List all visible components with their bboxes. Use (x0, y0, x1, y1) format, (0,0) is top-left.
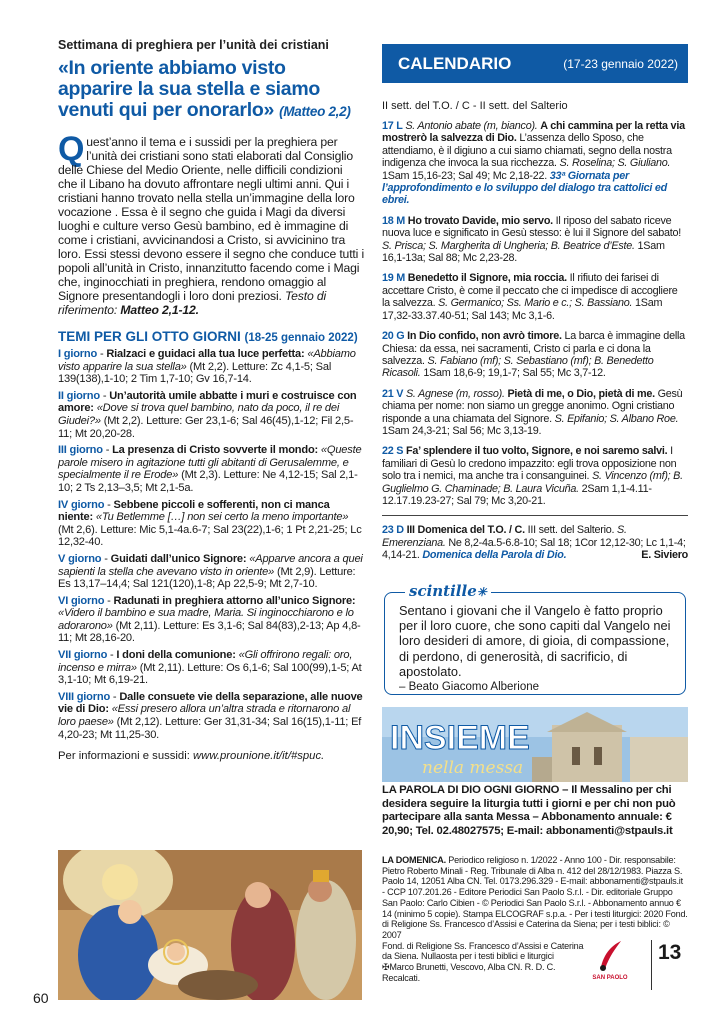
entry-day: 17 L (382, 120, 403, 132)
scintille-badge (405, 582, 491, 600)
info-url[interactable]: www.prounione.it/it/#spuc. (193, 750, 325, 763)
calendar-entry (382, 120, 688, 207)
entry-text: Il riposo del sabato riceve nuova luce e significato in Gesù stesso: è lui il Signore del sabato! (382, 214, 682, 240)
day-readings: (Mt 2,2). Letture: Ger 23,1-6; Sal 46(45),1-12; Fil 2,5-11; Mt 20,20-28. (58, 414, 354, 440)
entry-title: A chi cammina per la retta via mostrerò la salvezza di Dio. (382, 120, 685, 145)
logo-label: SAN PAOLO (592, 975, 628, 981)
entry-text: I familiari di Gesù lo credono impazzito: egli trova opposizione non solo tra i nemici, ma anche tra i consanguinei. (382, 445, 677, 483)
entry-title: Fa’ splendere il tuo volto, Signore, e noi saremo salvi. (405, 445, 668, 458)
day-label: III giorno (58, 444, 103, 457)
entry-text: III sett. del Salterio. (527, 524, 615, 537)
day-item: II giorno - Un’autorità umile abbatte i muri e costruisce con amore: «Dove si trova quel bambino, nato da poco, il re dei Giudei?» (Mt 2,2). Letture: Ger 23,1-6; Sal 46(45),1-12; Fil 2,5-11; Mt 20,20-28. (58, 389, 357, 440)
imprint-text: Periodico religioso n. 1/2022 - Anno 100 - Dir. responsabile: Pietro Roberto Minali - Reg. Tribunale di Alba n. 412 del 28/12/1983. Piazza S. Paolo 14, 12051 Alba CN. Tel. 0173.296.329 - E-mail: abbonamenti@stpauls.it - CCP 107.201.26 - Editore Periodici San Paolo S.r.l. - Dir. editoriale Gruppo San Paolo: Carlo Cibien - © Periodici San Paolo S.r.l. - Abbonamento annuo € 14 (minimo 5 copie). Stampa ELCOGRAF s.p.a. - Per i testi liturgici: 2020 Fond. di Religione Ss. Francesco d’Assisi e Caterina da Siena; per i testi biblici: © 2007 (382, 855, 688, 940)
entry-saint: S. Antonio abate (m, bianco). (405, 120, 538, 132)
section-title (58, 329, 364, 344)
entry-saints: S. Fabiano (mf); S. Sebastiano (mf); B. Benedetto Ricasoli. (382, 354, 654, 380)
kicker: Settimana di preghiera per l’unità dei cristiani (58, 38, 329, 52)
info-line (58, 750, 364, 762)
calendar-entry (382, 330, 688, 380)
calendar-entry (382, 215, 688, 265)
entry-day: 19 M (382, 272, 406, 285)
entry-text: L’assenza dello Sposo, che attendiamo, è il digiuno a cui siamo chiamati, segno della nostra indigenza che invoca la sua ricchezza. (382, 132, 672, 170)
intro-text: uest’anno il tema e i sussidi per la preghiera per l’unità dei cristiani sono stati elaborati dal Consiglio delle Chiese del Medio Oriente, nelle difficili condizioni che il Libano ha dovuto affrontare negli ultimi anni. Qui i cristiani hanno trovato nella stella un’immagine della loro vocazione . Essa è il segno che guida i Magi da diversi luoghi e culture verso Gesù bambino, ed è immagine di come i cristiani, avvicinandosi a Cristo, si avvicinino tra loro. Essi stessi devono essere il segno che conduce tutti i popoli all’unità in Cristo, innanzitutto facendo come i Magi che, inginocchiati in preghiera, rendono omaggio al Signore presentandogli i loro doni preziosi. (58, 135, 365, 303)
calendar-entries (382, 120, 688, 507)
day-title: I doni della comunione: (116, 649, 236, 662)
entry-readings: 1Sam 15,16-23; Sal 49; Mc 2,18-22. (382, 169, 547, 182)
day-label: IV giorno (58, 498, 105, 511)
calendar-entry-sunday (382, 524, 688, 561)
day-quote: «Dove si trova quel bambino, nato da poco, il re dei Giudei?» (58, 402, 340, 427)
day-label: VI giorno (58, 594, 105, 607)
day-quote: «Abbiamo visto apparire la sua stella» (58, 348, 356, 373)
entry-saints: S. Epifanio; S. Albano Roe. (554, 412, 679, 425)
day-label: V giorno (58, 552, 102, 565)
page-number-left: 60 (33, 990, 49, 1006)
banner-title: INSIEME (390, 719, 530, 757)
entry-author: E. Siviero (641, 549, 688, 562)
insieme-text: LA PAROLA DI DIO OGNI GIORNO – Il Messalino per chi desidera seguire la liturgia tutti i giorni e per chi non può partecipare alla santa Messa – Abbonamento annuale: € 20,90; Tel. 02.48027575; E-mail: abbonamenti@stpauls.it (382, 784, 676, 837)
calendar-title: CALENDARIO (398, 53, 512, 73)
day-title: Dalle consuete vie della separazione, alle nuove vie di Dio: (58, 690, 363, 716)
day-quote: «Queste parole misero in agitazione tutti gli abitanti di Gerusalemme, e specialmente il re Erode» (58, 444, 362, 482)
calendar-column (382, 44, 688, 562)
day-label: VII giorno (58, 649, 108, 662)
day-title: Rialzaci e guidaci alla tua luce perfetta: (106, 348, 305, 360)
day-quote: «Gli offrirono regali: oro, incenso e mirra» (58, 649, 353, 674)
entry-saints: S. Germanico; Ss. Mario e c.; S. Bassiano. (438, 297, 633, 310)
entry-title: In Dio confido, non avrò timore. (407, 330, 562, 343)
entry-readings: 1Sam 18,6-9; 19,1-7; Sal 55; Mc 3,7-12. (423, 367, 606, 380)
entry-note: 33ª Giornata per l’approfondimento e lo sviluppo del dialogo tra cattolici ed ebrei. (382, 169, 667, 207)
day-item: IV giorno - Sebbene piccoli e sofferenti, non ci manca niente: «Tu Betlemme […] non sei certo la meno importante» (Mt 2,6). Letture: Mic 5,1-4a.6-7; Sal 23(22),1-6; 1 Pt 2,21-25; Lc 12,32-40. (58, 498, 362, 549)
calendar-divider (382, 515, 688, 516)
entry-text: La barca è immagine della Chiesa: da essa, nei sacramenti, Cristo ci parla e ci dona la salvezza. (382, 330, 685, 367)
entry-title: Ho trovato Davide, mio servo. (407, 214, 553, 227)
sparkle-icon: ✳ (476, 585, 487, 599)
section-title-text: TEMI PER GLI OTTO GIORNI (58, 329, 241, 344)
section-dates: (18-25 gennaio 2022) (244, 332, 358, 344)
day-item: V giorno - Guidati dall’unico Signore: «Apparve ancora a quei sapienti la stella che avevano visto in oriente» (Mt 2,9). Letture: Es 13,17–14,4; Sal 121(120),1-8; Ap 22,5-9; Mt 2,7-10. (58, 552, 363, 591)
day-item: VIII giorno - Dalle consuete vie della separazione, alle nuove vie di Dio: «Essi presero allora un’altra strada e ritornarono al loro paese» (Mt 2,12). Letture: Ger 31,31-34; Sal 16(15),1-11; Ef 4,20-23; Mt 11,25-30. (58, 690, 363, 741)
day-title: Radunati in preghiera attorno all’unico Signore: (113, 594, 356, 607)
entry-day: 23 D (382, 524, 404, 537)
day-label: I giorno (58, 348, 98, 360)
headline-reference: (Matteo 2,2) (279, 104, 351, 119)
day-quote: «Apparve ancora a quei sapienti la stella che avevano visto in oriente» (58, 552, 363, 578)
day-title: Sebbene piccoli e sofferenti, non ci manca niente: (58, 498, 330, 524)
nativity-illustration (58, 850, 362, 1000)
calendar-entry (382, 445, 688, 507)
day-quote: «Essi presero allora un’altra strada e ritornarono al loro paese» (58, 703, 351, 729)
calendar-header (382, 44, 688, 83)
imprint (382, 855, 688, 983)
day-title: Guidati dall’unico Signore: (110, 552, 247, 565)
page-number-right: 13 (651, 940, 681, 990)
day-item: I giorno - Rialzaci e guidaci alla tua luce perfetta: «Abbiamo visto apparire la sua stella» (Mt 2,2). Letture: Zc 4,1-5; Sal 139(138),1-10; 2 Tim 1,7-10; Gv 16,7-14. (58, 348, 356, 386)
entry-title: Pietà di me, o Dio, pietà di me. (507, 387, 655, 400)
day-readings: (Mt 2,12). Letture: Ger 31,31-34; Sal 16(15),1-11; Ef 4,20-23; Mt 11,25-30. (58, 716, 362, 741)
entry-day: 20 G (382, 330, 405, 343)
entry-saints: S. Prisca; S. Margherita di Ungheria; B. Beatrice d’Este. (382, 239, 635, 252)
info-text: Per informazioni e sussidi: (58, 750, 190, 763)
day-readings: (Mt 2,11). Letture: Os 6,1-6; Sal 100(99),1-5; At 3,1-10; Mt 6,19-21. (58, 661, 362, 687)
day-readings: (Mt 2,6). Letture: Mic 5,1-4a.6-7; Sal 23(22),1-6; 1 Pt 2,21-25; Lc 12,32-40. (58, 523, 362, 549)
entry-saint: S. Agnese (m, rosso). (405, 387, 505, 400)
san-paolo-logo (586, 939, 634, 989)
day-title: La presenza di Cristo sovverte il mondo: (112, 444, 319, 457)
entry-title: Benedetto il Signore, mia roccia. (407, 272, 567, 285)
scintille-quote: Sentano i giovani che il Vangelo è fatto proprio per il loro cuore, che sono capiti dal Vangelo nei loro desideri di amore, di gioia, di compassione, di perdono, di generosità, di sacrificio, di apostolato. (399, 603, 671, 679)
drop-cap: Q (58, 130, 85, 168)
day-readings: (Mt 2,9). Letture: Es 13,17–14,4; Sal 121(120),1-8; Ap 22,5-9; Mt 2,7-10. (58, 565, 356, 591)
headline (58, 58, 364, 122)
intro-ref-label: Testo di riferimento: (58, 289, 327, 317)
scintille-box (384, 582, 686, 695)
entry-text: Gesù chiama per nome: non siamo un gregge anonimo. Ogni cristiano risponde a una chiamata del Signore. (382, 387, 683, 425)
entry-saint: S. Emerenziana. (382, 524, 627, 549)
day-readings: (Mt 2,2). Letture: Zc 4,1-5; Sal 139(138),1-10; 2 Tim 1,7-10; Gv 16,7-14. (58, 360, 332, 386)
day-quote: «Tu Betlemme […] non sei certo la meno importante» (95, 511, 349, 524)
entry-readings: 1Sam 17,32-33.37.40-51; Sal 143; Mc 3,1-6. (382, 297, 663, 322)
calendar-entry (382, 272, 688, 322)
day-label: VIII giorno (58, 690, 111, 703)
entry-readings: 1Sam 24,3-21; Sal 56; Mc 3,13-19. (382, 424, 542, 437)
calendar-subtitle: II sett. del T.O. / C - II sett. del Salterio (382, 100, 568, 112)
entry-note: Domenica della Parola di Dio. (422, 549, 567, 562)
intro-ref: Matteo 2,1-12. (120, 303, 199, 317)
entry-text: Il rifiuto dei farisei di accettare Cristo, è come il peccato che ci impedisce di accogliere la salvezza. (382, 272, 678, 310)
entry-readings: 2Sam 1,1-4.11-12.17.19.23-27; Sal 79; Mc 3,20-21. (382, 482, 652, 507)
intro-paragraph (58, 130, 365, 317)
entry-day: 21 V (382, 387, 404, 400)
imprint-title: LA DOMENICA. (382, 855, 446, 865)
entry-day: 18 M (382, 214, 406, 227)
banner-subtitle: nella messa (422, 758, 524, 778)
day-quote: «Videro il bambino e sua madre, Maria. Si inginocchiarono e lo adorarono» (58, 607, 354, 632)
day-item: VI giorno - Radunati in preghiera attorno all’unico Signore: «Videro il bambino e sua madre, Maria. Si inginocchiarono e lo adorarono» (Mt 2,11). Letture: Es 3,1-6; Sal 84(83),2-13; Ap 4,8-11; Mt 28,16-20. (58, 594, 361, 645)
headline-text: «In oriente abbiamo visto apparire la sua stella e siamo venuti qui per onorarlo» (58, 57, 320, 121)
day-readings: (Mt 2,3). Letture: Ne 4,12-15; Sal 2,1-10; 2 Ts 2,13–3,5; Mt 2,1-5a. (58, 469, 358, 494)
entry-saints: S. Vincenzo (mf); B. Guglielmo G. Chaminade; B. Laura Vicuña. (382, 470, 683, 495)
day-list (58, 348, 364, 741)
day-item: III giorno - La presenza di Cristo sovverte il mondo: «Queste parole misero in agitazione tutti gli abitanti di Gerusalemme, e specialmente il re Erode» (Mt 2,3). Letture: Ne 4,12-15; Sal 2,1-10; 2 Ts 2,13–3,5; Mt 2,1-5a. (58, 444, 362, 494)
entry-day: 22 S (382, 445, 404, 458)
day-readings: (Mt 2,11). Letture: Es 3,1-6; Sal 84(83),2-13; Ap 4,8-11; Mt 28,16-20. (58, 619, 361, 645)
calendar-entry (382, 388, 688, 438)
calendar-dates: (17-23 gennaio 2022) (563, 56, 678, 71)
entry-title: III Domenica del T.O. / C. (406, 524, 525, 537)
scintille-author: – Beato Giacomo Alberione (399, 681, 540, 694)
left-column (58, 38, 364, 762)
day-item: VII giorno - I doni della comunione: «Gli offrirono regali: oro, incenso e mirra» (Mt 2,11). Letture: Os 6,1-6; Sal 100(99),1-5; At 3,1-10; Mt 6,19-21. (58, 649, 362, 687)
day-title: Un’autorità umile abbatte i muri e costruisce con amore: (58, 389, 357, 415)
insieme-banner (382, 707, 688, 782)
imprint-wide (382, 855, 688, 941)
day-label: II giorno (58, 389, 100, 402)
scintille-badge-label: scintille (409, 582, 477, 600)
entry-readings: Ne 8,2-4a.5-6.8-10; Sal 18; 1Cor 12,12-30; Lc 1,1-4; 4,14-21. (382, 536, 686, 562)
imprint-narrow: Fond. di Religione Ss. Francesco d’Assisi e Caterina da Siena. Nullaosta per i testi biblici e liturgici ✠Marco Brunetti, Vescovo, Alba CN. R. D. C. Recalcati. (382, 940, 584, 983)
entry-saints: S. Roselina; S. Giuliano. (559, 157, 671, 170)
entry-readings: 1Sam 16,1-13a; Sal 88; Mc 2,23-28. (382, 239, 665, 265)
